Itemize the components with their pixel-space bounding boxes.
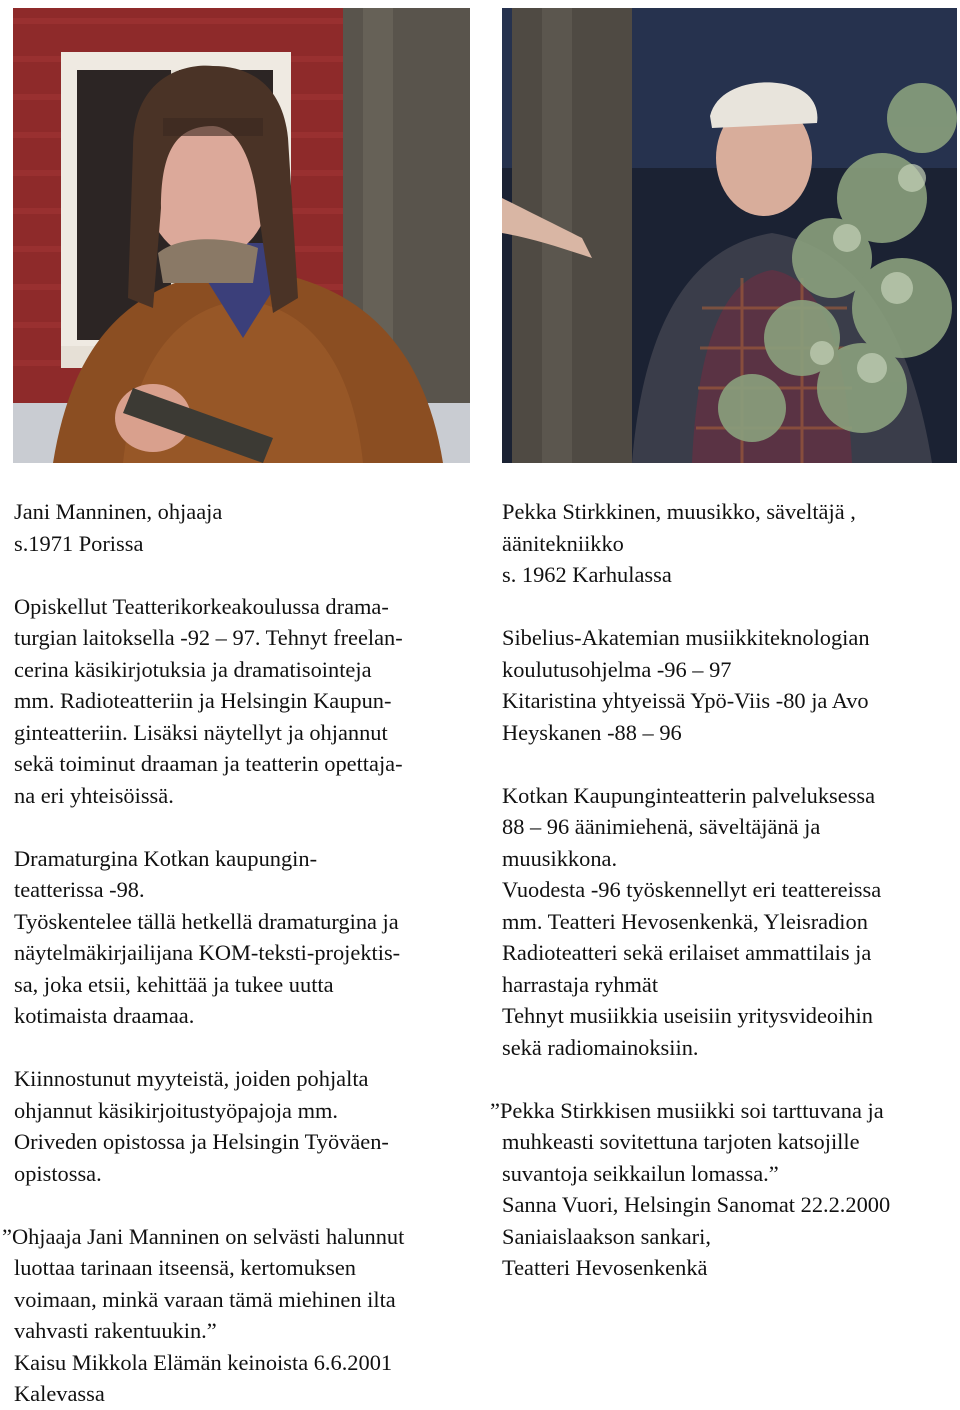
photo-pekka-stirkkinen — [502, 8, 957, 463]
name-line: Jani Manninen, ohjaaja — [14, 499, 223, 524]
photo-jani-manninen — [13, 8, 470, 463]
review-quote-line: suvantoja seikkailun lomassa.” — [502, 1160, 779, 1186]
spacer — [14, 559, 472, 591]
name-line: äänitekniikko — [502, 530, 624, 556]
spacer — [14, 811, 472, 843]
spacer — [502, 1063, 954, 1095]
bio-line: Dramaturgina Kotkan kaupungin- — [14, 845, 318, 871]
review-quote-line: voimaan, minkä varaan tämä miehinen ilta — [14, 1286, 396, 1312]
name-line: Pekka Stirkkinen, muusikko, säveltäjä , — [502, 499, 856, 524]
bio-line: Tehnyt musiikkia useisiin yritysvideoihin — [502, 1003, 873, 1028]
bio-line: sa, joka etsii, kehittää ja tukee uutta — [14, 971, 334, 997]
spacer — [14, 1032, 472, 1064]
review-source-line: Saniaislaakson sankari, — [502, 1223, 711, 1249]
bio-line: sekä radiomainoksiin. — [502, 1034, 699, 1060]
bio-line: Kitaristina yhtyeissä Ypö-Viis -80 ja Avo — [502, 688, 869, 713]
bio-line: muusikkona. — [502, 845, 618, 871]
bio-line: näytelmäkirjailijana KOM-teksti-projektis- — [14, 940, 401, 965]
bio-line: Kiinnostunut myyteistä, joiden pohjalta — [14, 1066, 369, 1091]
bio-line: opistossa. — [14, 1160, 102, 1186]
spacer — [14, 1189, 472, 1221]
bio-line: 88 – 96 äänimiehenä, säveltäjänä ja — [502, 814, 821, 839]
spacer — [502, 591, 954, 623]
birth-line: s.1971 Porissa — [14, 530, 144, 556]
bio-line: Heyskanen -88 – 96 — [502, 719, 682, 745]
review-quote-line: luottaa tarinaan itseensä, kertomuksen — [14, 1255, 356, 1280]
bio-line: Oriveden opistossa ja Helsingin Työväen- — [14, 1129, 389, 1154]
review-quote-line: ”Pekka Stirkkisen musiikki soi tarttuvana ja — [490, 1097, 884, 1123]
bio-line: sekä toiminut draaman ja teatterin opettaja- — [14, 751, 403, 776]
bio-line: Työskentelee tällä hetkellä dramaturgina ja — [14, 908, 399, 934]
bio-line: mm. Radioteatteriin ja Helsingin Kaupun- — [14, 688, 392, 713]
bio-line: koulutusohjelma -96 – 97 — [502, 656, 732, 682]
birth-line: s. 1962 Karhulassa — [502, 562, 672, 587]
jani-manninen-bio — [2, 496, 472, 1410]
pekka-stirkkinen-bio — [490, 496, 954, 1284]
spacer — [502, 748, 954, 780]
bio-line: na eri yhteisöissä. — [14, 782, 174, 808]
review-source-line: Kaisu Mikkola Elämän keinoista 6.6.2001 — [14, 1349, 393, 1375]
bio-line: Kotkan Kaupunginteatterin palveluksessa — [502, 782, 876, 808]
jani-portrait-illustration — [13, 8, 470, 463]
bio-line: Sibelius-Akatemian musiikkiteknologian — [502, 625, 870, 650]
bio-line: Vuodesta -96 työskennellyt eri teattereissa — [502, 877, 882, 902]
bio-line: mm. Teatteri Hevosenkenkä, Yleisradion — [502, 908, 868, 934]
bio-line: teatterissa -98. — [14, 877, 145, 902]
review-quote-line: muhkeasti sovitettuna tarjoten katsojille — [502, 1129, 860, 1154]
pekka-portrait-illustration — [502, 8, 957, 463]
review-source-line: Sanna Vuori, Helsingin Sanomat 22.2.2000 — [502, 1192, 891, 1217]
review-source-line: Kalevassa — [14, 1381, 105, 1406]
bio-line: ginteatteriin. Lisäksi näytellyt ja ohjannut — [14, 719, 388, 745]
bio-line: ohjannut käsikirjoitustyöpajoja mm. — [14, 1097, 339, 1123]
bio-line: turgian laitoksella -92 – 97. Tehnyt freelan- — [14, 625, 403, 650]
bio-line: Radioteatteri sekä erilaiset ammattilais ja — [502, 940, 872, 965]
review-quote-line: ”Ohjaaja Jani Manninen on selvästi halunnut — [2, 1223, 405, 1249]
bio-line: kotimaista draamaa. — [14, 1003, 195, 1028]
bio-line: Opiskellut Teatterikorkeakoulussa drama- — [14, 593, 389, 619]
review-quote-line: vahvasti rakentuukin.” — [14, 1318, 217, 1343]
review-source-line: Teatteri Hevosenkenkä — [502, 1255, 708, 1280]
bio-line: cerina käsikirjotuksia ja dramatisointeja — [14, 656, 372, 682]
bio-line: harrastaja ryhmät — [502, 971, 659, 997]
